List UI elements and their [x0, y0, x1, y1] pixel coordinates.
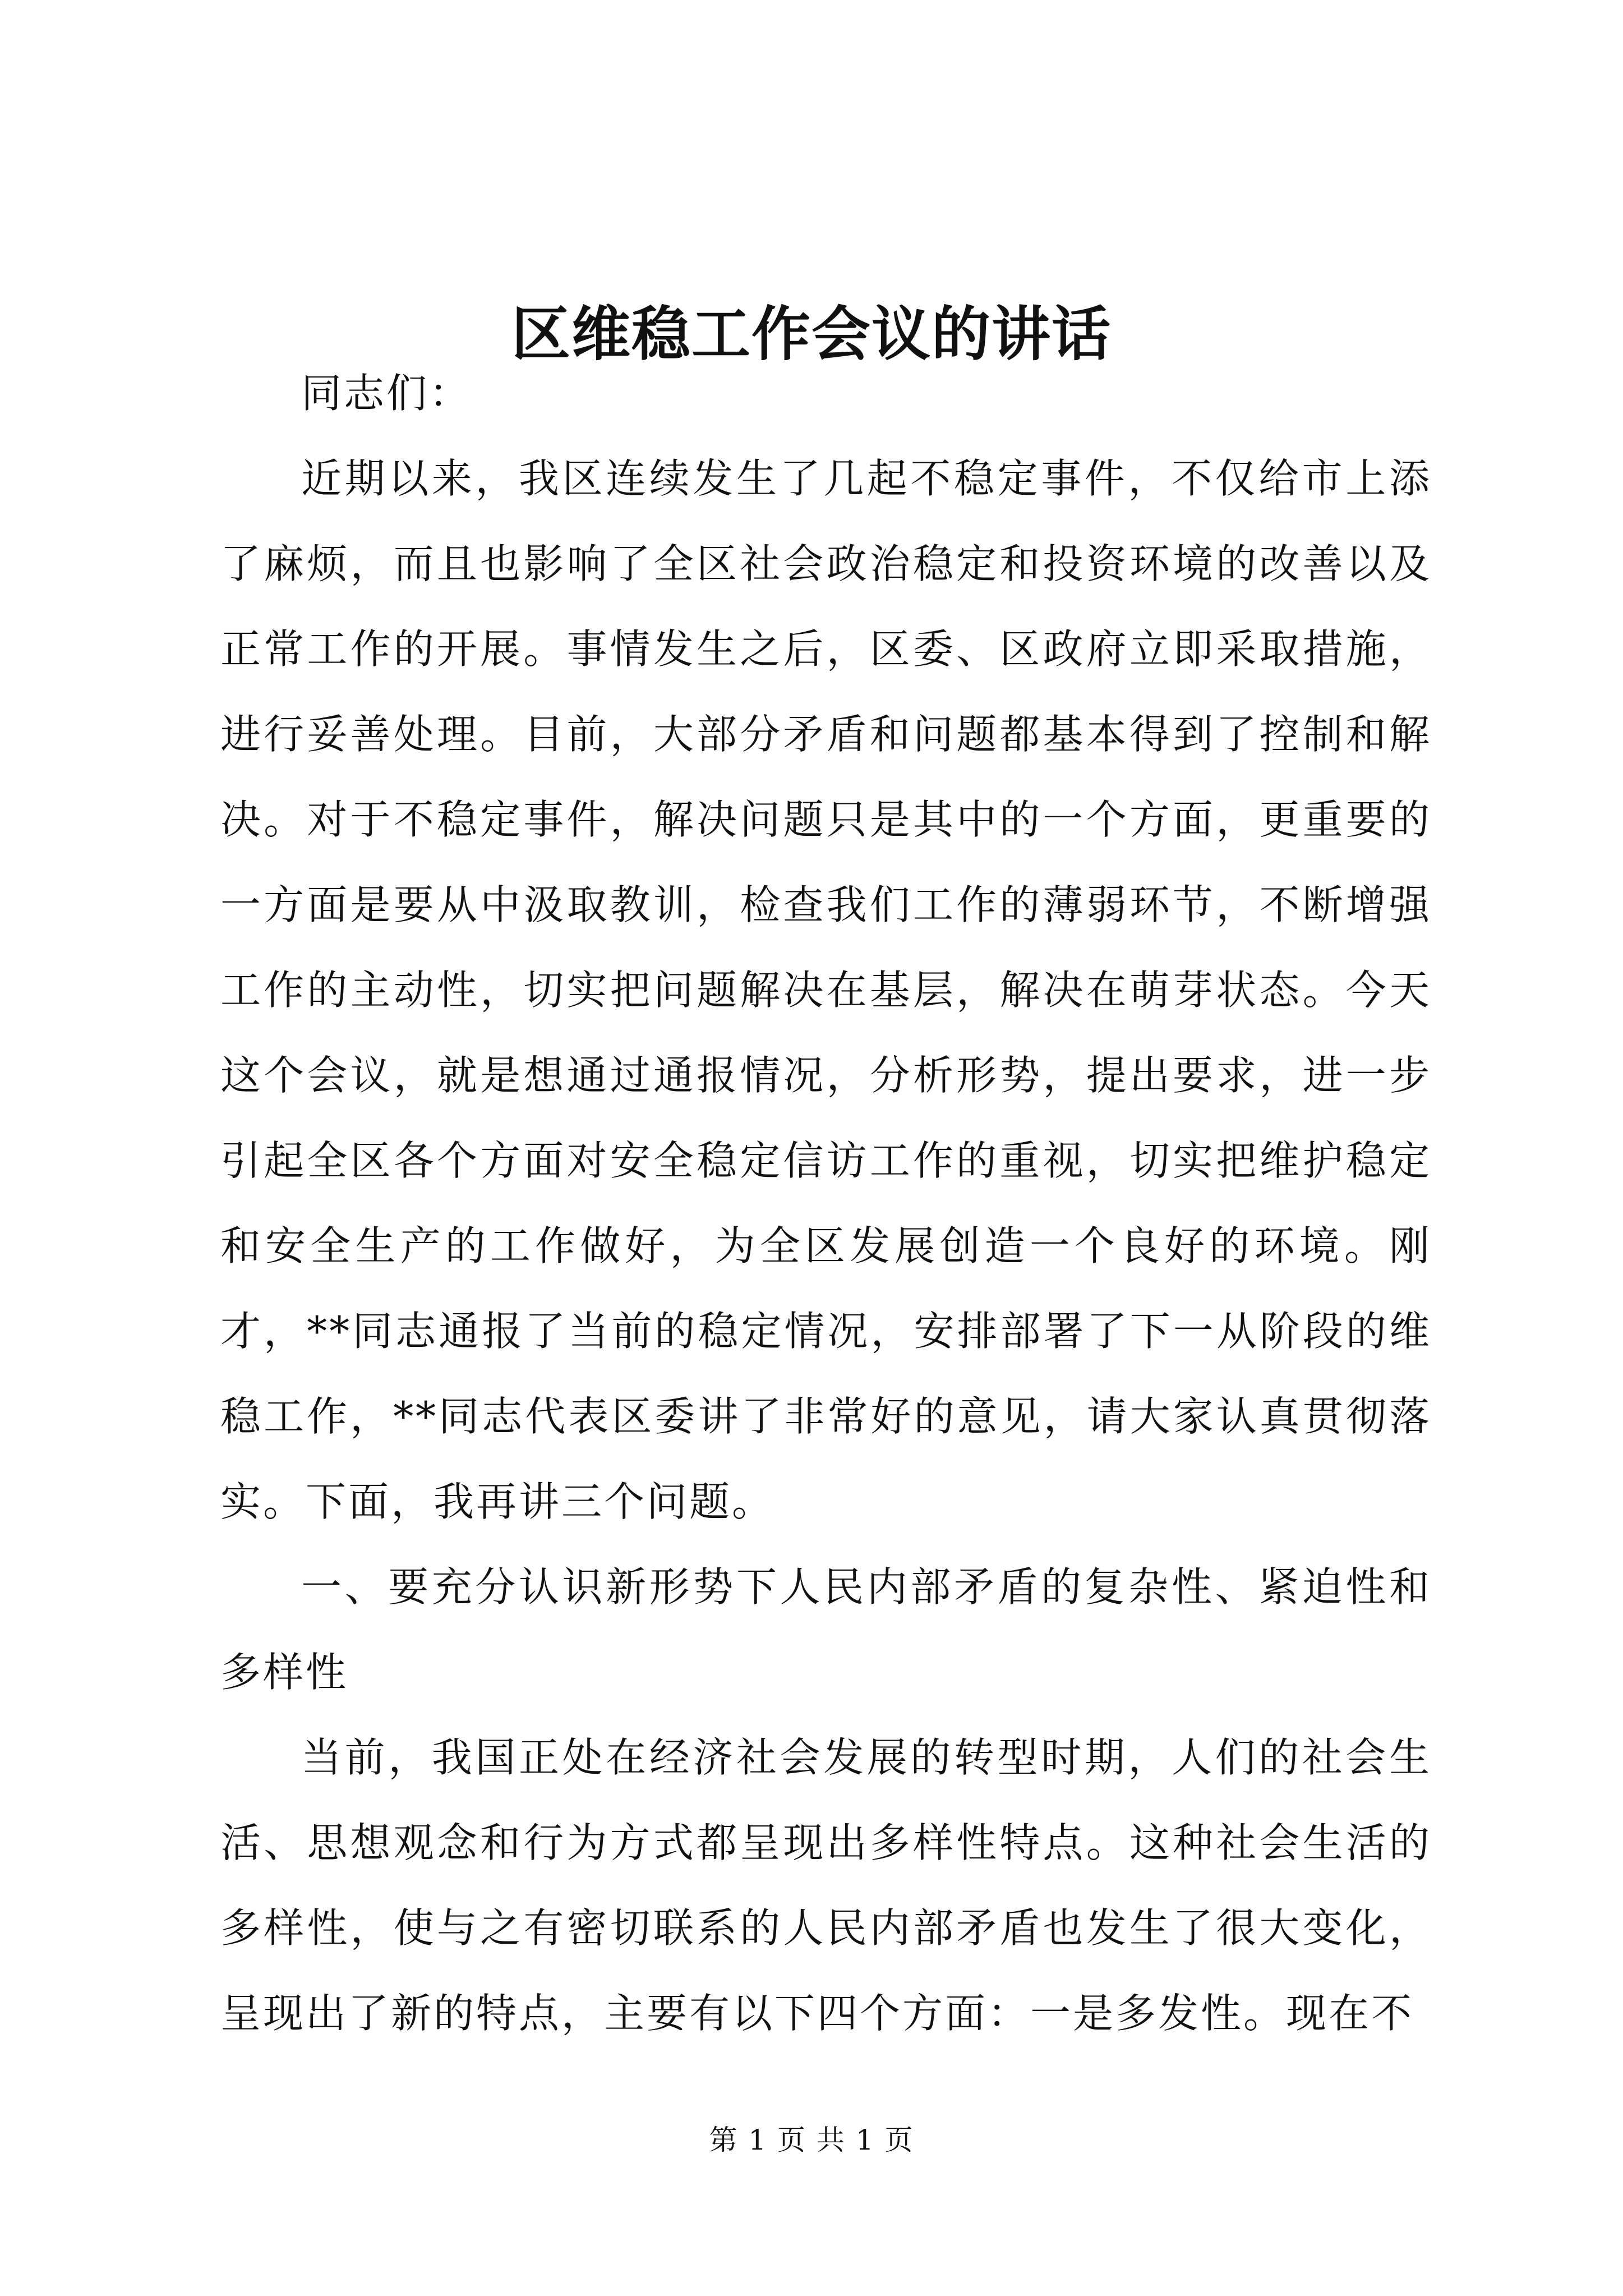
document-title: 区维稳工作会议的讲话 — [511, 299, 1112, 369]
page-footer: 第 1 页 共 1 页 — [709, 2124, 914, 2156]
section-heading-paragraph: 一、要充分认识新形势下人民内部矛盾的复杂性、紧迫性和多样性 — [220, 1563, 1432, 1696]
body-paragraph: 当前，我国正处在经济社会发展的转型时期，人们的社会生活、思想观念和行为方式都呈现出多样性特点。这种社会生活的多样性，使与之有密切联系的人民内部矛盾也发生了很大变化，呈现出了新的特点，主要有以下四个方面：一是多发性。现在不 — [220, 1734, 1432, 2037]
salutation-paragraph: 同志们： — [301, 370, 472, 417]
document-body — [220, 351, 1432, 2056]
body-paragraph: 近期以来，我区连续发生了几起不稳定事件，不仅给市上添了麻烦，而且也影响了全区社会政治稳定和投资环境的改善以及正常工作的开展。事情发生之后，区委、区政府立即采取措施，进行妥善处理。目前，大部分矛盾和问题都基本得到了控制和解决。对于不稳定事件，解决问题只是其中的一个方面，更重要的一方面是要从中汲取教训，检查我们工作的薄弱环节，不断增强工作的主动性，切实把问题解决在基层，解决在萌芽状态。今天这个会议，就是想通过通报情况，分析形势，提出要求，进一步引起全区各个方面对安全稳定信访工作的重视，切实把维护稳定和安全生产的工作做好，为全区发展创造一个良好的环境。刚才，**同志通报了当前的稳定情况，安排部署了下一从阶段的维稳工作，**同志代表区委讲了非常好的意见，请大家认真贯彻落实。下面，我再讲三个问题。 — [220, 455, 1432, 1525]
